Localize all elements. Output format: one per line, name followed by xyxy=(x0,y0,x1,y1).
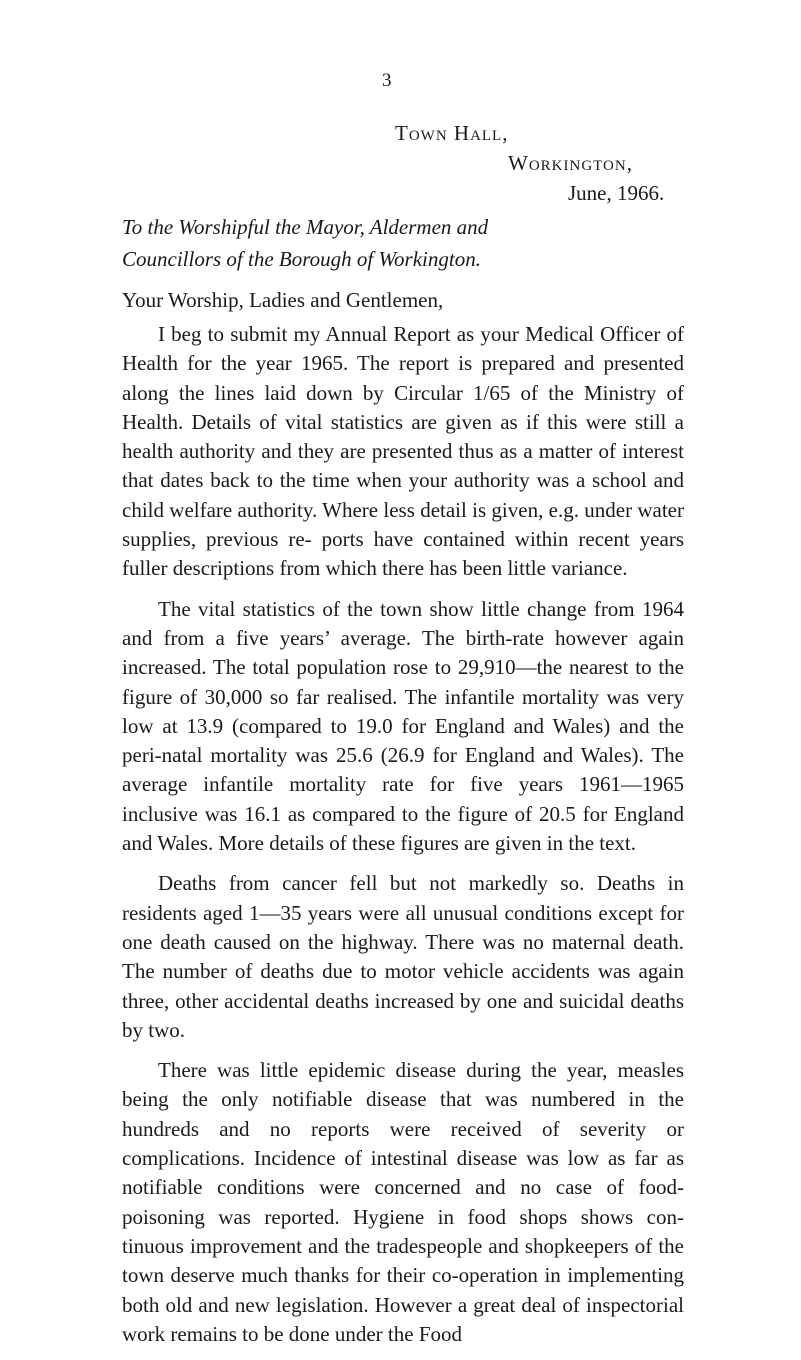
addressee-line-2: Councillors of the Borough of Workington. xyxy=(122,247,481,271)
paragraph-introduction: I beg to submit my Annual Report as your Medical Officer of Health for the year 1965. The report is prepared and presented along the lines laid down by Circular 1/65 of the Ministry of Health. Details of vital statistics are given as if this were still a health authority and they are presented thus as a matter of interest that dates back to the time when your authority was a school and child welfare authority. Where less detail is given, e.g. under water supplies, previous re- ports have contained within recent years fuller descriptions from which there has been little variance. xyxy=(122,322,684,581)
paragraph-epidemic-disease: There was little epidemic disease during the year, measles being the only notifiable disease that was numbered in the hundreds and no reports were received of severity or complications. Incidence of intestinal disease was low as far as notifiable conditions were concerned and no case of food- poisoning was reported. Hygiene in food shops shows con- tinuous improvement and the tradespeople and shopkeepers of the town deserve much thanks for their co-operation in implementing both old and new legislation. However a great deal of inspectorial work remains to be done under the Food xyxy=(122,1058,684,1346)
address-line-date: June, 1966. xyxy=(568,181,665,205)
addressee-block xyxy=(122,211,682,275)
report-body xyxy=(122,320,684,1360)
address-line-town-hall: Town Hall, xyxy=(395,121,509,145)
paragraph-vital-statistics: The vital statistics of the town show little change from 1964 and from a five years’ average. The birth-rate however again increased. The total population rose to 29,910—the nearest to the figure of 30,000 so far realised. The infantile mortality was very low at 13.9 (compared to 19.0 for England and Wales) and the peri-natal mortality was 25.6 (26.9 for England and Wales). The average infantile mortality rate for five years 1961—1965 inclusive was 16.1 as compared to the figure of 20.5 for England and Wales. More details of these figures are given in the text. xyxy=(122,596,684,856)
address-line-town: Workington, xyxy=(508,151,633,175)
paragraph-deaths: Deaths from cancer fell but not markedly so. Deaths in residents aged 1—35 years were all unusual conditions except for one death caused on the highway. There was no maternal death. The number of deaths due to motor vehicle accidents was again three, other accidental deaths increased by one and suicidal deaths by two. xyxy=(122,871,684,1042)
page-number: 3 xyxy=(382,70,392,91)
addressee-line-1: To the Worshipful the Mayor, Aldermen and xyxy=(122,215,489,239)
greeting: Your Worship, Ladies and Gentlemen, xyxy=(122,288,444,312)
